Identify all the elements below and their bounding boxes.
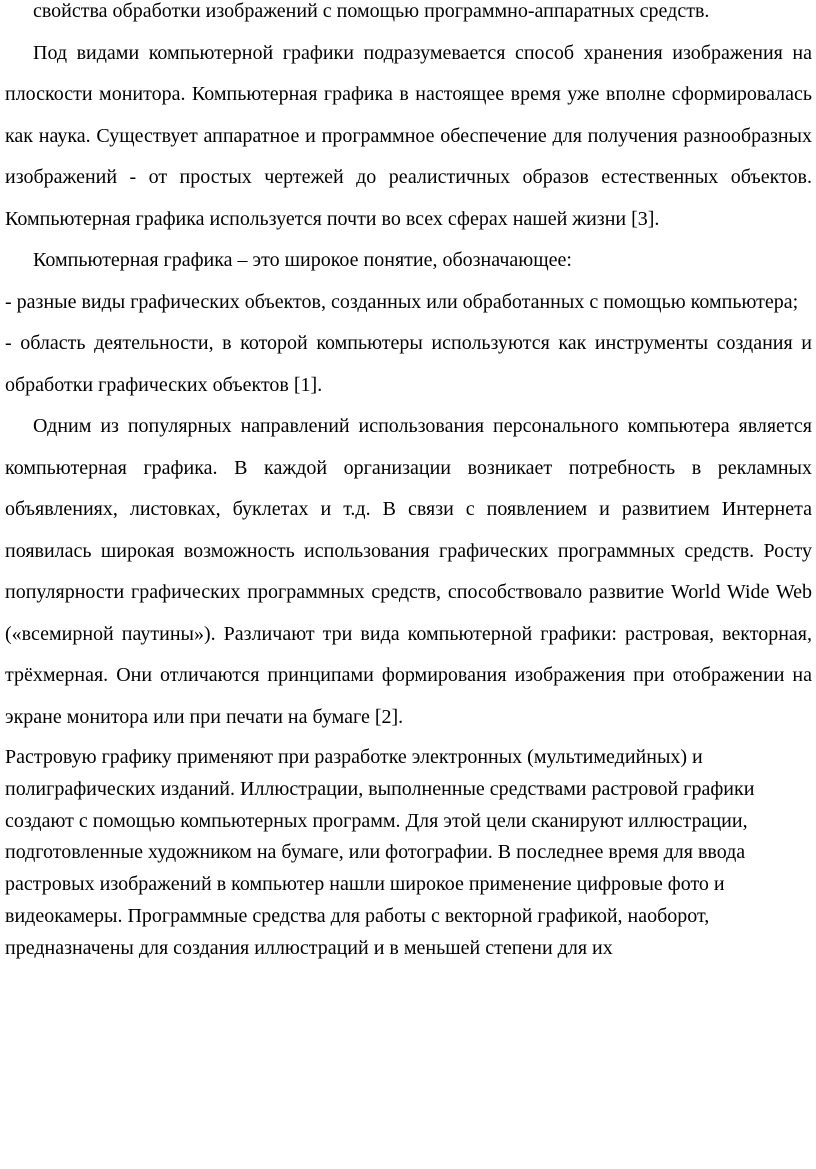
paragraph-popular-directions: Одним из популярных направлений использования персонального компьютера является компьютерная графика. В каждой организации возникает потребность в рекламных объявлениях, листовках, буклетах и т.д. В связи с появлением и развитием Интернета появилась широкая возможность использования графических программных средств. Росту популярности графических программных средств, способствовало развитие World Wide Web («всемирной паутины»). Различают три вида компьютерной графики: растровая, векторная, трёхмерная. Они отличаются принципами формирования изображения при отображении на экране монитора или при печати на бумаге [2]. (5, 415, 812, 728)
list-item-objects: - разные виды графических объектов, созданных или обработанных с помощью компьютера; (5, 290, 799, 313)
paragraph-definition: Компьютерная графика – это широкое понятие, обозначающее: (33, 249, 572, 271)
paragraph-raster-graphics: Растровую графику применяют при разработке электронных (мультимедийных) и полиграфических изданий. Иллюстрации, выполненные средствами растровой графики создают с помощью компьютерных программ. Для этой цели сканируют иллюстрации, подготовленные художником на бумаге, или фотографии. В последнее время для ввода растровых изображений в компьютер нашли широкое применение цифровые фото и видеокамеры. Программные средства для работы с векторной графикой, наоборот, предназначены для создания иллюстраций и в меньшей степени для их (5, 746, 755, 959)
double-spaced-section (5, 0, 812, 738)
single-spaced-section (5, 742, 812, 965)
paragraph-graphics-types: Под видами компьютерной графики подразумевается способ хранения изображения на плоскости монитора. Компьютерная графика в настоящее время уже вполне сформировалась как наука. Существует аппаратное и программное обеспечение для получения разнообразных изображений - от простых чертежей до реалистичных образов естественных объектов. Компьютерная графика используется почти во всех сферах нашей жизни [3]. (5, 41, 812, 230)
list-item-activity: - область деятельности, в которой компьютеры используются как инструменты создания и обработки графических объектов [1]. (5, 332, 812, 396)
paragraph-continuation: свойства обработки изображений с помощью программно-аппаратных средств. (33, 0, 710, 22)
